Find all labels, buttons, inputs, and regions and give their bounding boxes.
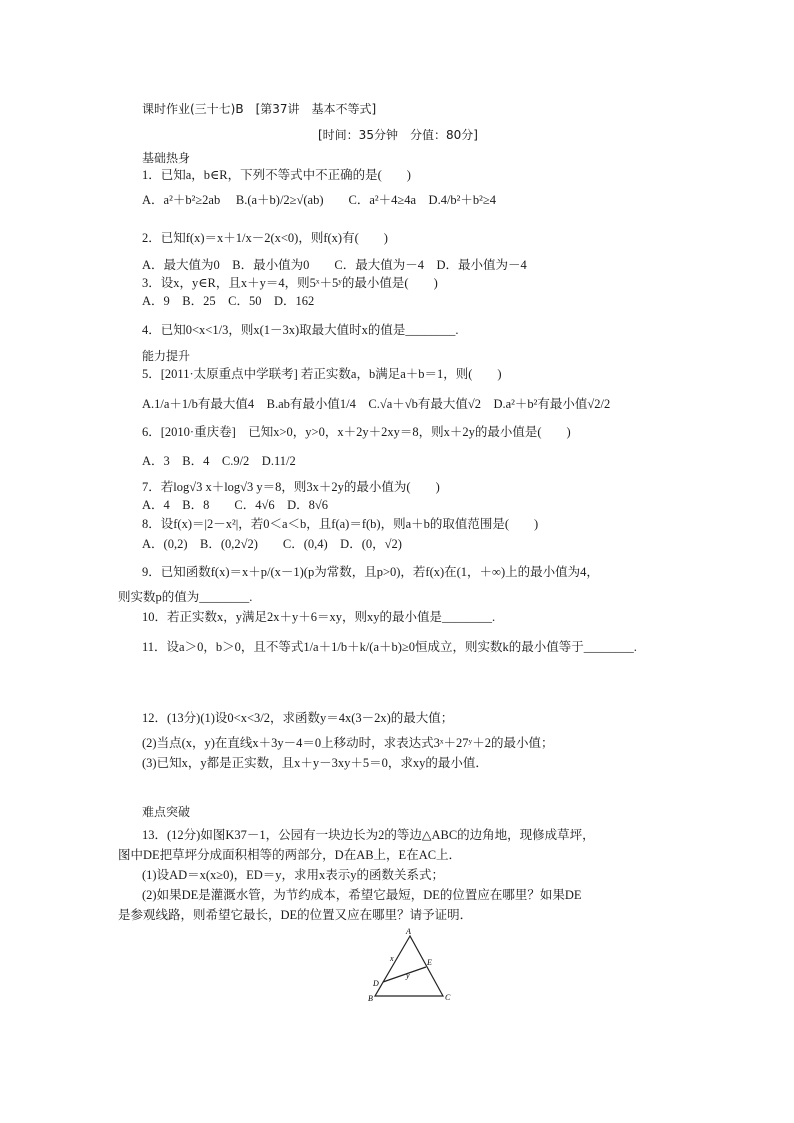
question-line: 则实数p的值为________. [118, 590, 253, 604]
question-line: 是参观线路，则希望它最长，DE的位置又应在哪里？请予证明． [118, 908, 473, 922]
question-line: (3)已知x，y都是正实数，且x＋y－3xy＋5＝0，求xy的最小值． [142, 756, 488, 770]
question-line: 13．(12分)如图K37－1，公园有一块边长为2的等边△ABC的边角地，现修成草坪， [142, 828, 595, 842]
label-y: y [406, 971, 410, 980]
question-line: 10．若正实数x，y满足2x＋y＋6＝xy，则xy的最小值是________. [142, 610, 496, 624]
options-line: A.1/a＋1/b有最大值4 B.ab有最小值1/4 C.√a＋√b有最大值√2 D.a²＋b²有最小值√2/2 [142, 397, 611, 411]
question-line: 1．已知a，b∈R，下列不等式中不正确的是( ) [142, 168, 411, 182]
question-line: 7．若log√3 x＋log√3 y＝8，则3x＋2y的最小值为( ) [142, 480, 440, 494]
question-line: 3．设x，y∈R，且x＋y＝4，则5ˣ＋5ʸ的最小值是( ) [142, 276, 438, 290]
question-line: 4．已知0<x<1/3，则x(1－3x)取最大值时x的值是________. [142, 323, 459, 337]
question-line: (1)设AD＝x(x≥0)，ED＝y，求用x表示y的函数关系式； [142, 868, 444, 882]
options-line: A．最大值为0 B．最小值为0 C．最大值为－4 D．最小值为－4 [142, 258, 527, 272]
label-c: C [445, 993, 451, 1002]
section-basic: 基础热身 [142, 151, 191, 165]
options-line: A．9 B．25 C．50 D．162 [142, 294, 315, 308]
question-line: 11．设a＞0，b＞0，且不等式1/a＋1/b＋k/(a＋b)≥0恒成立，则实数k的最小值等于________. [142, 640, 637, 654]
options-line: A．4 B．8 C．4√6 D．8√6 [142, 498, 328, 512]
time-score: [时间：35分钟 分值：80分] [318, 128, 478, 142]
question-line: 2．已知f(x)＝x＋1/x－2(x<0)，则f(x)有( ) [142, 231, 388, 245]
question-line: 8．设f(x)＝|2－x²|，若0＜a＜b，且f(a)＝f(b)，则a＋b的取值范围是( ) [142, 517, 539, 531]
section-challenge: 难点突破 [142, 805, 191, 819]
options-line: A．a²＋b²≥2ab B.(a＋b)/2≥√(ab) C．a²＋4≥4a D.4/b²＋b²≥4 [142, 193, 497, 207]
label-d: D [373, 979, 379, 988]
section-ability: 能力提升 [142, 349, 191, 363]
triangle-abc [375, 936, 443, 996]
question-line: 6．[2010·重庆卷] 已知x>0，y>0，x＋2y＋2xy＝8，则x＋2y的最小值是( ) [142, 425, 571, 439]
question-line: (2)当点(x，y)在直线x＋3y－4＝0上移动时，求表达式3ˣ＋27ʸ＋2的最小值； [142, 736, 554, 750]
segment-de [383, 967, 426, 982]
options-line: A．3 B．4 C.9/2 D.11/2 [142, 454, 296, 468]
options-line: A．(0,2) B．(0,2√2) C．(0,4) D．(0，√2) [142, 537, 402, 551]
question-line: 5．[2011·太原重点中学联考] 若正实数a，b满足a＋b＝1，则( ) [142, 367, 502, 381]
question-line: 9．已知函数f(x)＝x＋p/(x－1)(p为常数，且p>0)，若f(x)在(1，＋∞)上的最小值为4， [142, 565, 599, 579]
label-x: x [390, 954, 394, 963]
label-b: B [368, 994, 373, 1003]
label-a: A [406, 928, 411, 936]
question-line: 12．(13分)(1)设0<x<3/2，求函数y＝4x(3－2x)的最大值； [142, 711, 454, 725]
triangle-figure [365, 928, 465, 1004]
header-title: 课时作业(三十七)B [第37讲 基本不等式] [142, 102, 377, 116]
question-line: 图中DE把草坪分成面积相等的两部分，D在AB上，E在AC上． [118, 848, 462, 862]
label-e: E [427, 958, 432, 967]
question-line: (2)如果DE是灌溉水管，为节约成本，希望它最短，DE的位置应在哪里？如果DE [142, 888, 582, 902]
